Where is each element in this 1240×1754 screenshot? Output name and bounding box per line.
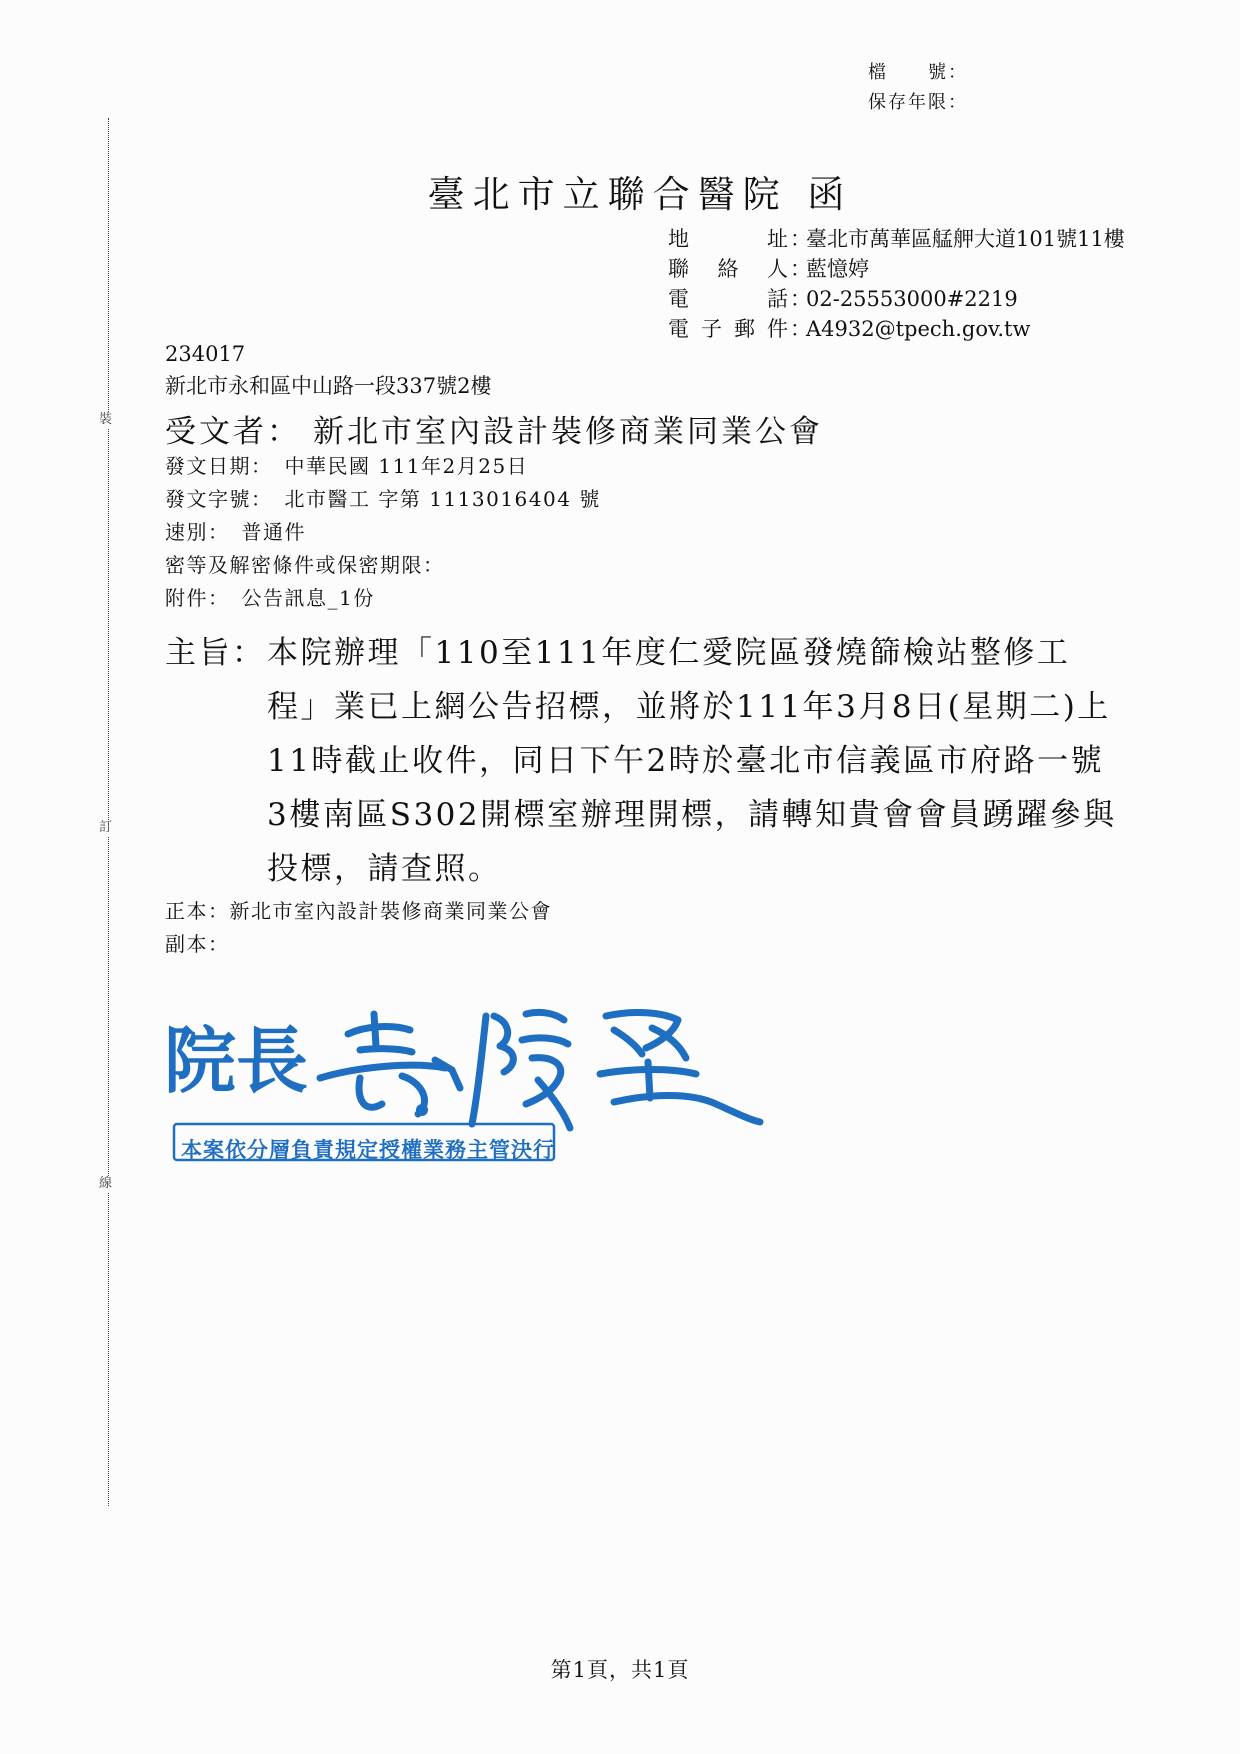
meta-docno-value: 北市醫工 字第 1113016404 號 xyxy=(284,487,601,511)
sender-email-value: A4932@tpech.gov.tw xyxy=(806,317,1031,341)
margin-mark-line: 線 xyxy=(99,1176,113,1191)
recipient-address-block xyxy=(165,338,491,402)
subject-line: 本院辦理「110至111年度仁愛院區發燒篩檢站整修工 xyxy=(267,635,1071,671)
margin-mark-bind: 裝 xyxy=(99,412,113,427)
copies-block xyxy=(165,895,552,961)
meta-date-value: 中華民國 111年2月25日 xyxy=(284,454,529,478)
main-copy: 正本：新北市室內設計裝修商業同業公會 xyxy=(165,899,552,923)
meta-speed-row xyxy=(165,516,601,549)
stamp-text: 本案依分層負責規定授權業務主管決行 xyxy=(181,1137,555,1162)
handwritten-signature xyxy=(320,1012,760,1128)
postal-code: 234017 xyxy=(165,342,246,366)
meta-attachment-label: 附件： xyxy=(165,586,230,610)
archive-info xyxy=(868,58,968,118)
sender-email-label: 電子郵件 xyxy=(668,317,790,341)
meta-docno-label: 發文字號： xyxy=(165,487,273,511)
meta-attachment-row xyxy=(165,582,601,615)
binding-dotted-line xyxy=(108,118,109,1506)
meta-speed-value: 普通件 xyxy=(241,520,306,544)
meta-docno-row xyxy=(165,483,601,516)
receiver-label: 受文者： xyxy=(165,414,301,450)
sender-contact-label: 聯 絡 人 xyxy=(668,257,790,281)
page-footer: 第1頁，共1頁 xyxy=(550,1658,690,1682)
sender-address-value: 臺北市萬華區艋舺大道101號11樓 xyxy=(806,227,1125,251)
document-title: 臺北市立聯合醫院 函 xyxy=(427,173,853,216)
receiver-line xyxy=(165,406,823,451)
sender-info xyxy=(668,224,1125,344)
meta-date-label: 發文日期： xyxy=(165,454,273,478)
margin-mark-staple: 訂 xyxy=(99,820,113,835)
sender-phone-label: 電 話 xyxy=(668,287,790,311)
document-meta xyxy=(165,450,601,615)
recipient-address: 新北市永和區中山路一段337號2樓 xyxy=(165,374,492,398)
retention-period-label: 保存年限： xyxy=(868,92,968,113)
director-signature xyxy=(160,992,760,1132)
file-number-label: 檔 號： xyxy=(868,62,968,83)
subject-body xyxy=(267,626,1240,896)
signature-dot xyxy=(416,1104,428,1116)
sender-email-row: 電子郵件 ： A4932@tpech.gov.tw xyxy=(668,314,1125,344)
subject-label: 主旨： xyxy=(165,635,266,671)
meta-speed-label: 速別： xyxy=(165,520,230,544)
receiver-value: 新北市室內設計裝修商業同業公會 xyxy=(313,414,823,450)
subject-line: 程」業已上網公告招標，並將於111年3月8日(星期二)上 xyxy=(267,689,1111,725)
meta-secrecy-row xyxy=(165,549,601,582)
meta-date-row xyxy=(165,450,601,483)
director-title: 院長 xyxy=(164,1018,309,1103)
sender-phone-row: 電 話 ： 02-25553000#2219 xyxy=(668,284,1125,314)
subject-line: 11時截止收件，同日下午2時於臺北市信義區市府路一號 xyxy=(267,743,1105,779)
subject-line: 投標，請查照。 xyxy=(267,851,502,887)
meta-secrecy-label: 密等及解密條件或保密期限： xyxy=(165,553,445,577)
meta-attachment-value: 公告訊息_1份 xyxy=(241,586,375,610)
carbon-copy: 副本： xyxy=(165,932,230,956)
sender-phone-value: 02-25553000#2219 xyxy=(806,287,1018,311)
sender-address-row: 地 址 ： 臺北市萬華區艋舺大道101號11樓 xyxy=(668,224,1125,254)
sender-address-label: 地 址 xyxy=(668,227,790,251)
sender-contact-row: 聯 絡 人 ： 藍憶婷 xyxy=(668,254,1125,284)
sender-contact-value: 藍憶婷 xyxy=(806,257,869,281)
subject-line: 3樓南區S302開標室辦理開標，請轉知貴會會員踴躍參與 xyxy=(267,797,1117,833)
